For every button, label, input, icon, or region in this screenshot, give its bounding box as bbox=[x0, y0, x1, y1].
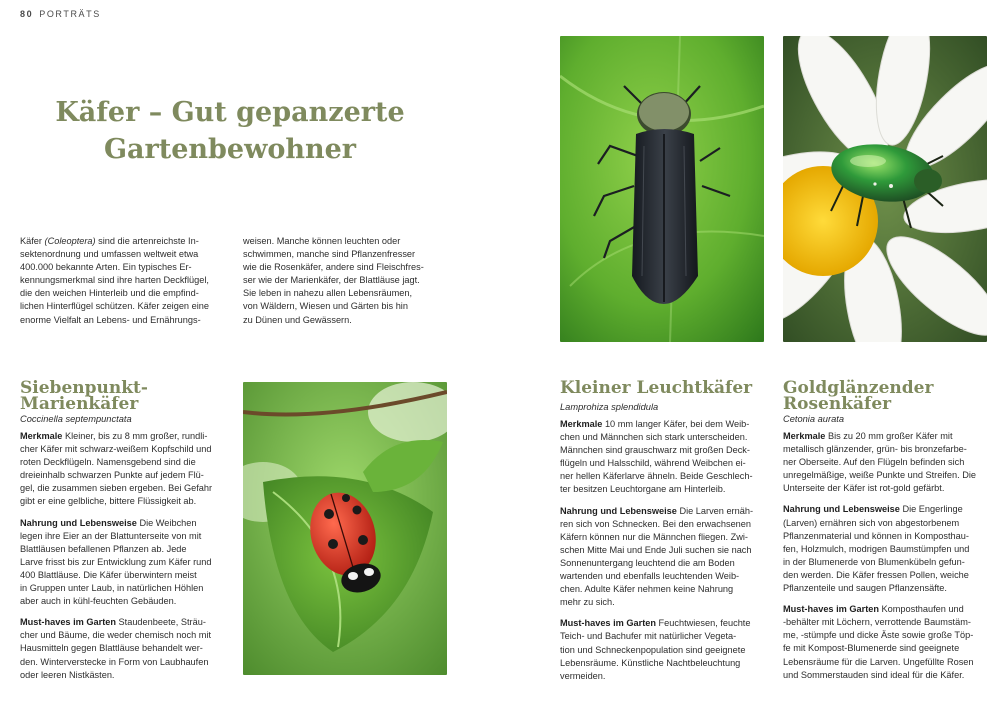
headline-line-1: Käfer – Gut gepanzerte bbox=[55, 97, 405, 128]
page-folio bbox=[20, 9, 101, 19]
species-title: Siebenpunkt- Marienkäfer bbox=[20, 378, 148, 414]
rose-chafer-photo bbox=[783, 36, 987, 342]
intro-line: die den weichen Hinterleib und die empfind- bbox=[20, 288, 199, 299]
intro-line: von Wäldern, Wiesen und Gärten bis hin bbox=[243, 301, 408, 312]
firefly-photo bbox=[560, 36, 764, 342]
intro-line: wie die Rosenkäfer, andere sind Fleischfres- bbox=[243, 262, 424, 273]
intro-line: enorme Vielfalt an Lebens- und Ernährungs- bbox=[20, 314, 201, 325]
intro-line: Sie leben in nahezu allen Lebensräumen, bbox=[243, 288, 413, 299]
intro-line: kennungsmerkmal sind ihre harten Deckflügel, bbox=[20, 275, 209, 286]
intro-line: lichen Hinterflügel schützen. Käfer zeigen eine bbox=[20, 301, 209, 312]
species-firefly bbox=[560, 380, 770, 691]
intro-line: zu Dünen und Gewässern. bbox=[243, 314, 352, 325]
intro-line: 400.000 bekannte Arten. Ein typisches Er- bbox=[20, 262, 192, 273]
intro-line: weisen. Manche können leuchten oder bbox=[243, 236, 401, 246]
headline-line-2: Gartenbewohner bbox=[103, 134, 357, 165]
species-title: Kleiner Leuchtkäfer bbox=[560, 378, 753, 398]
intro-column-1 bbox=[20, 235, 235, 327]
ladybird-photo bbox=[243, 382, 447, 675]
intro-line: schwimmen, manche sind Pflanzenfresser bbox=[243, 249, 416, 260]
section-name: PORTRÄTS bbox=[39, 9, 101, 19]
intro-line: Käfer (Coleoptera) sind die artenreichste In- bbox=[20, 236, 199, 246]
intro-line: sektenordnung und umfassen weltweit etwa bbox=[20, 249, 199, 260]
page-number: 80 bbox=[20, 9, 34, 19]
page-headline bbox=[40, 94, 420, 168]
merkmale-paragraph: Merkmale 10 mm langer Käfer, bei dem Weib- chen und Männchen sich stark unterscheiden. Männchen sind grauschwarz mit großen Deck- flügeln und Halsschild, während Weibchen ei- ner hellen Käferlarve ähneln. Beide Geschlech- ter besitzen Leuchtorgane am Hinterleib. bbox=[560, 419, 753, 495]
nahrung-paragraph: Nahrung und Lebensweise Die Larven ernäh- ren sich von Schnecken. Bei den erwachsenen Käfern können nur die Männchen fliegen. Zwi- schen Mitte Mai und Ende Juli suchen sie nach Sonnenuntergang leuchtend die am Boden wartenden und ebenfalls leuchtenden Weib- chen. Adulte Käfer nehmen keine Nahrung mehr zu sich. bbox=[560, 505, 753, 608]
species-rose-chafer bbox=[783, 380, 995, 690]
species-latin-name: Coccinella septempunctata bbox=[20, 414, 132, 424]
intro-column-2 bbox=[243, 235, 453, 327]
nahrung-paragraph: Nahrung und Lebensweise Die Weibchen legen ihre Eier an der Blattunterseite von mit Blattläusen befallenen Pflanzen ab. Jede Larve frisst bis zur Entwicklung zum Käfer rund 400 Blattläuse. Die Käfer überwintern meist in Gruppen unter Laub, in natürlichen Höhlen aber auch in kühl-feuchten Gebäuden. bbox=[20, 517, 212, 607]
species-title: Goldglänzender Rosenkäfer bbox=[783, 378, 934, 414]
must-haves-paragraph: Must-haves im Garten Komposthaufen und -behälter mit Löchern, verrottende Baumstäm- me, -stümpfe und dicke Äste sowie große Töp- fe mit Kompost-Blumenerde sind geeignete Lebensräume für die Larven. Ungefüllte Rosen und Sommerstauden sind ideal für die Käfer. bbox=[783, 604, 974, 680]
must-haves-paragraph: Must-haves im Garten Feuchtwiesen, feuchte Teich- und Bachufer mit natürlicher Vegeta- tion und Schneckenpopulation sind geeignete Lebensräume. Künstliche Nachtbeleuchtung vermeiden. bbox=[560, 618, 751, 681]
species-ladybird bbox=[20, 380, 234, 690]
must-haves-paragraph: Must-haves im Garten Staudenbeete, Sträu- cher und Bäume, die weder chemisch noch mit Hausmitteln gegen Blattläuse behandelt wer- den. Winterverstecke in Form von Laubhaufen oder leeren Nistkästen. bbox=[20, 617, 211, 680]
intro-line: ser wie der Marienkäfer, der Blattläuse jagt. bbox=[243, 275, 420, 286]
merkmale-paragraph: Merkmale Bis zu 20 mm großer Käfer mit metallisch glänzender, grün- bis bronzefarbe- ner Oberseite. Auf den Flügeln befinden sich unregelmäßige, weiße Punkte und Streifen. Die Unterseite der Käfer ist rot-gold gefärbt. bbox=[783, 431, 977, 494]
species-latin-name: Lamprohiza splendidula bbox=[560, 402, 659, 412]
merkmale-paragraph: Merkmale Kleiner, bis zu 8 mm großer, rundli- cher Käfer mit schwarz-weißem Kopfschild und roten Deckflügeln. Namensgebend sind die dreieinhalb schwarzen Punkte auf jedem Flü- gel, die zusammen sieben ergeben. Bei Gefahr gibt er eine gelbliche, bittere Flüssigkeit ab. bbox=[20, 431, 213, 507]
nahrung-paragraph: Nahrung und Lebensweise Die Engerlinge (Larven) ernähren sich von abgestorbenem Pflanzenmaterial und können in Komposthau- fen, Holzmulch, modrigen Baumstümpfen und in der Blumenerde von Blumenkübeln gefun- den werden. Die Käfer fressen Pollen, weiche Pflanzenteile und saugen Pflanzensäfte. bbox=[783, 504, 970, 594]
species-latin-name: Cetonia aurata bbox=[783, 414, 844, 424]
